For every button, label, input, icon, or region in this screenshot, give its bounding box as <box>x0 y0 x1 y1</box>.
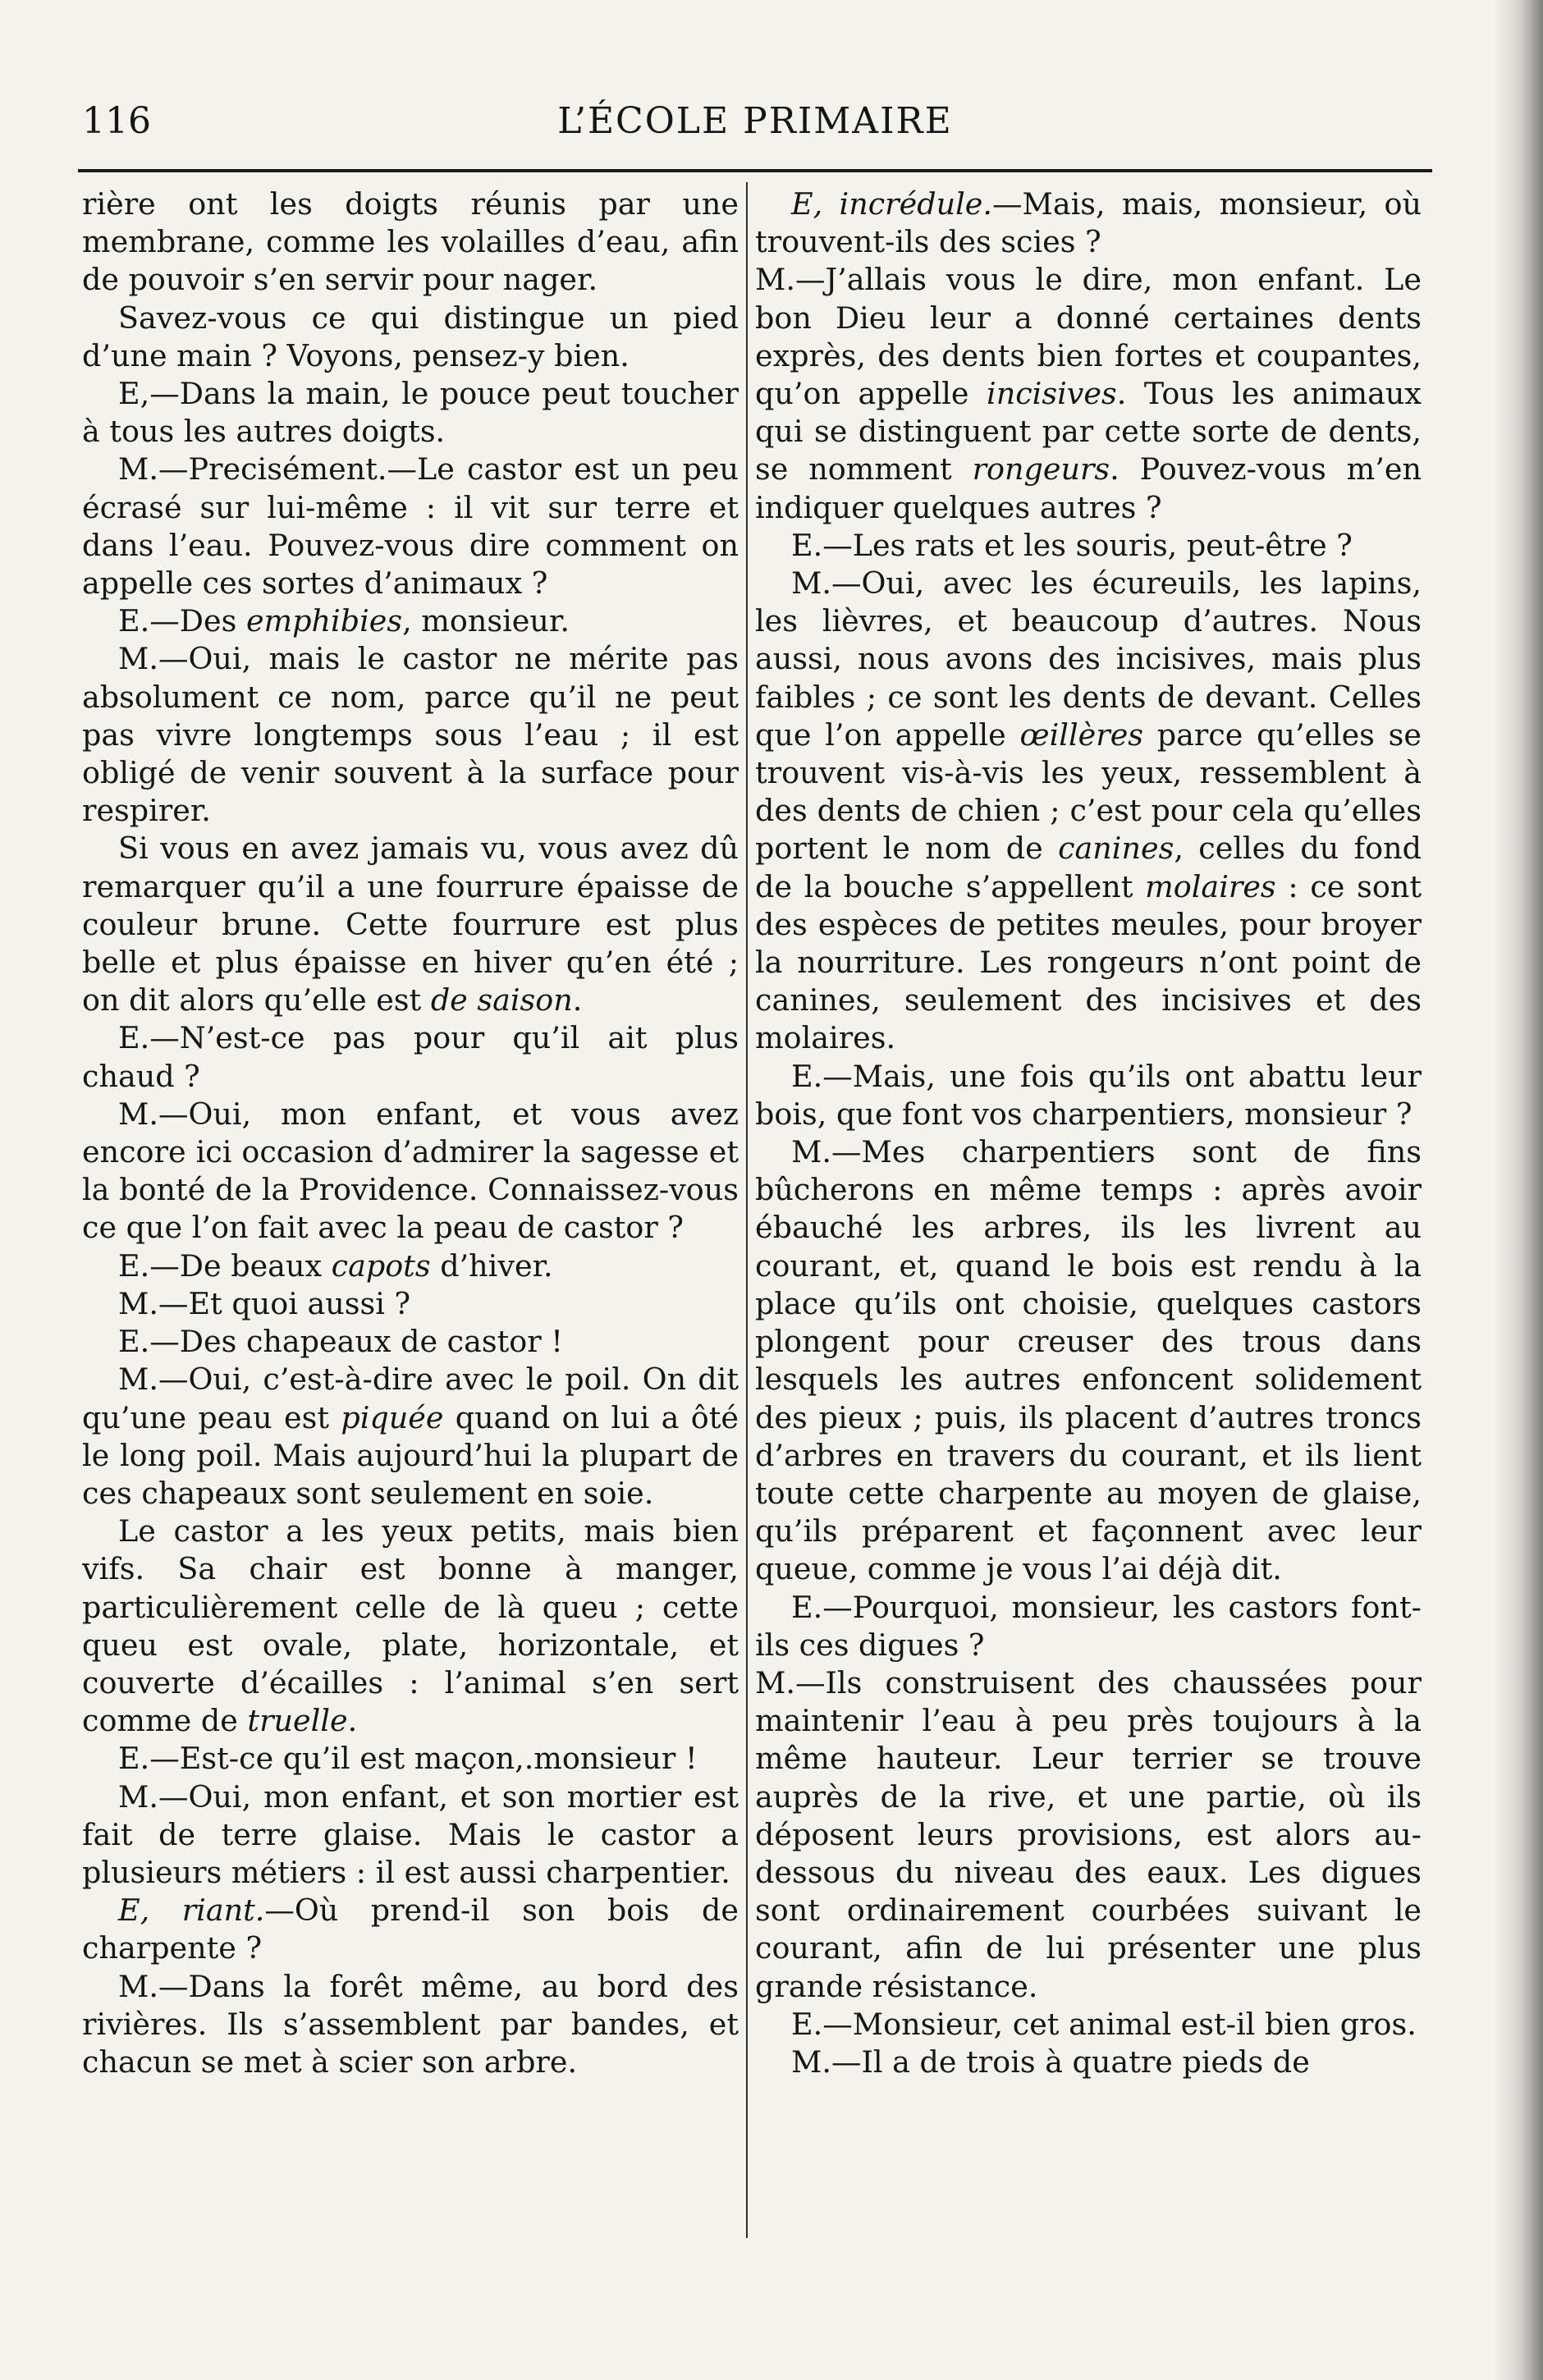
paragraph-text: M.—Oui, mon enfant, et son mortier est fait de terre glaise. Mais le castor a plusieurs métiers : il est aussi charpentier. <box>82 1778 739 1890</box>
page-number: 116 <box>82 100 151 142</box>
paragraph <box>82 640 739 830</box>
paragraph <box>82 1361 739 1513</box>
paragraph-text: M.—Oui, mon enfant, et vous avez encore ici occasion d’admirer la sagesse et la bonté de la Providence. Connaissez-vous ce que l’on fait avec la peau de castor ? <box>82 1096 739 1246</box>
paragraph-text: Si vous en avez jamais vu, vous avez dû remarquer qu’il a une fourrure épaisse de couleur brune. Cette fourrure est plus belle et plus épaisse en hiver qu’en été ; on dit alors qu’elle est <box>82 831 739 1018</box>
paragraph-text: rière ont les doigts réunis par une membrane, comme les volailles d’eau, afin de pouvoir s’en servir pour nager. <box>82 186 739 298</box>
italic-term: truelle <box>247 1703 348 1739</box>
left-column <box>82 185 739 2237</box>
paragraph <box>82 451 739 602</box>
paragraph-text: M.—Mes charpentiers sont de fins bûcherons en même temps : après avoir ébauché les arbres, ils les livrent au courant, et, quand le bois est rendu à la place qu’ils ont choisie, quelques castors plongent pour creuser des trous dans lesquels les autres enfoncent solidement des pieux ; puis, ils placent d’autres troncs d’arbres en travers du courant, et ils lient toute cette charpente au moyen de glaise, qu’ils préparent et façonnent avec leur queue, comme je vous l’ai déjà dit. <box>755 1134 1422 1587</box>
italic-term: œillères <box>1019 716 1144 753</box>
paragraph-text: M.—Oui, avec les écureuils, les lapins, les lièvres, et beaucoup d’autres. Nous aussi, nous avons des incisives, mais plus faibles ; ce sont les dents de devant. Celles que l’on appelle <box>755 565 1422 753</box>
italic-term: incisives <box>987 376 1117 412</box>
paragraph-text: E.—Mais, une fois qu’ils ont abattu leur bois, que font vos charpentiers, monsieur ? <box>755 1058 1422 1132</box>
paragraph <box>755 527 1422 565</box>
paragraph-text: M.—Oui, mais le castor ne mérite pas absolument ce nom, parce qu’il ne peut pas vivre longtemps sous l’eau ; il est obligé de venir souvent à la surface pour respirer. <box>82 641 739 829</box>
paragraph <box>755 261 1422 526</box>
italic-term: emphibies <box>245 603 403 639</box>
paragraph-text: . <box>347 1703 358 1739</box>
italic-term: E, incrédule. <box>791 186 992 222</box>
paragraph-text: . <box>572 982 583 1018</box>
paragraph <box>82 1892 739 1967</box>
paragraph <box>755 1664 1422 2006</box>
paragraph <box>755 565 1422 1058</box>
paragraph <box>755 1058 1422 1133</box>
paragraph-text: E.—Des chapeaux de castor ! <box>118 1324 563 1360</box>
paragraph-text: E.—Est-ce qu’il est maçon,.monsieur ! <box>118 1741 698 1777</box>
paragraph <box>755 2044 1422 2081</box>
paragraph <box>755 1133 1422 1588</box>
paragraph <box>82 1968 739 2082</box>
paragraph-text: E.—Les rats et les souris, peut-être ? <box>791 527 1353 563</box>
paragraph-text: E,—Dans la main, le pouce peut toucher à tous les autres doigts. <box>82 376 739 450</box>
italic-term: canines <box>1058 831 1174 867</box>
paragraph-text: E.—Des <box>118 603 246 639</box>
paragraph-text: M.—Precisément.—Le castor est un peu écrasé sur lui-même : il vit sur terre et dans l’eau. Pouvez-vous dire comment on appelle ces sortes d’animaux ? <box>82 451 739 602</box>
paragraph <box>82 1778 739 1893</box>
italic-term: capots <box>331 1247 431 1284</box>
paragraph <box>82 1096 739 1247</box>
running-title: L’ÉCOLE PRIMAIRE <box>557 100 953 142</box>
page-binding-shadow <box>1494 0 1543 2380</box>
paragraph-text: . Tous les animaux qui se distinguent par cette sorte de dents, se nomment <box>755 376 1422 487</box>
paragraph <box>82 1323 739 1361</box>
paragraph-text: parce qu’elles se trouvent vis-à-vis les yeux, ressemblent à des dents de chien ; c’est pour cela qu’elles portent le nom de <box>755 716 1422 867</box>
paragraph-text: quand on lui a ôté le long poil. Mais aujourd’hui la plupart de ces chapeaux sont seulement en soie. <box>82 1399 739 1511</box>
paragraph <box>82 1019 739 1095</box>
paragraph-text: M.—Oui, c’est-à-dire avec le poil. On dit qu’une peau est <box>82 1362 739 1435</box>
paragraph-text: . Pouvez-vous m’en indiquer quelques autres ? <box>755 451 1422 525</box>
paragraph <box>755 2006 1422 2044</box>
page-header <box>82 97 1428 154</box>
italic-term: de saison <box>430 982 573 1018</box>
paragraph-text: , celles du fond de la bouche s’appellent <box>755 831 1422 904</box>
paragraph-text: E.—N’est-ce pas pour qu’il ait plus chaud ? <box>82 1020 739 1094</box>
paragraph-text: : ce sont des espèces de petites meules, pour broyer la nourriture. Les rongeurs n’ont point de canines, seulement des incisives et des molaires. <box>755 868 1422 1056</box>
paragraph-text: —Où prend-il son bois de charpente ? <box>82 1893 739 1966</box>
paragraph-text: M.—Il a de trois à quatre pieds de <box>791 2044 1310 2080</box>
paragraph <box>82 300 739 375</box>
italic-term: E, riant. <box>118 1893 265 1929</box>
paragraph-text: Le castor a les yeux petits, mais bien vifs. Sa chair est bonne à manger, particulièrement celle de là queu ; cette queu est ovale, plate, horizontale, et couverte d’écailles : l’animal s’en sert comme de <box>82 1513 739 1739</box>
paragraph-text: M.—Ils construisent des chaussées pour maintenir l’eau à peu près toujours à la même hauteur. Leur terrier se trouve auprès de la rive, et une partie, où ils déposent leurs provisions, est alors au-dessous du niveau des eaux. Les digues sont ordinairement courbées suivant le courant, afin de lui présenter une plus grande résistance. <box>755 1664 1422 2004</box>
paragraph <box>82 1285 739 1323</box>
header-rule <box>78 169 1432 172</box>
paragraph-text: E.—De beaux <box>118 1247 332 1284</box>
paragraph <box>82 602 739 640</box>
paragraph <box>82 1247 739 1285</box>
paragraph <box>82 1740 739 1778</box>
paragraph <box>82 830 739 1019</box>
paragraph <box>82 375 739 451</box>
paragraph-text: , monsieur. <box>402 603 570 639</box>
paragraph-text: M.—Dans la forêt même, au bord des rivières. Ils s’assemblent par bandes, et chacun se met à scier son arbre. <box>82 1968 739 2080</box>
paragraph <box>755 1589 1422 1664</box>
italic-term: piquée <box>341 1399 444 1435</box>
paragraph-text: d’hiver. <box>430 1247 553 1284</box>
paragraph-text: M.—Et quoi aussi ? <box>118 1285 411 1321</box>
paragraph-text: E.—Monsieur, cet animal est-il bien gros. <box>791 2006 1417 2042</box>
column-divider <box>746 182 748 2238</box>
paragraph-text: —Mais, mais, monsieur, où trouvent-ils des scies ? <box>755 186 1422 260</box>
paragraph <box>755 185 1422 261</box>
italic-term: rongeurs <box>972 451 1110 487</box>
paragraph-text: Savez-vous ce qui distingue un pied d’une main ? Voyons, pensez-y bien. <box>82 300 739 373</box>
paragraph <box>82 185 739 300</box>
paragraph <box>82 1513 739 1740</box>
right-column <box>755 185 1422 2237</box>
paragraph-text: M.—J’allais vous le dire, mon enfant. Le bon Dieu leur a donné certaines dents exprès, des dents bien fortes et coupantes, qu’on appelle <box>755 262 1422 412</box>
paragraph-text: E.—Pourquoi, monsieur, les castors font-ils ces digues ? <box>755 1589 1422 1663</box>
italic-term: molaires <box>1145 868 1276 904</box>
